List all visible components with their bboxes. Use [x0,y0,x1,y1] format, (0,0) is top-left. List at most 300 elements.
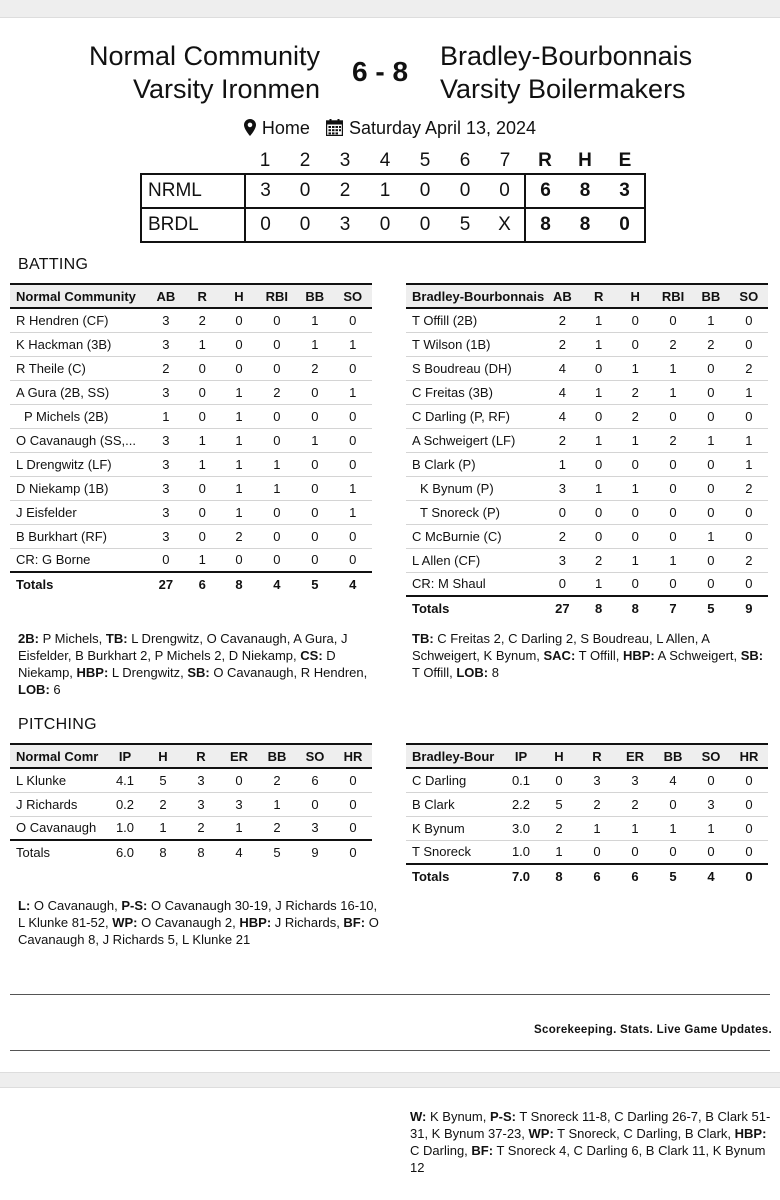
total-stat: 27 [544,596,580,620]
total-stat: 4 [258,572,297,596]
stat-cell: 0 [258,404,297,428]
player-row [10,816,372,840]
totals-label: Totals [10,840,106,864]
stat-cell: 1 [334,500,372,524]
total-stat: 5 [296,572,333,596]
stat-cell: 3 [148,428,184,452]
inning-runs: 0 [405,208,445,242]
stat-cell: 1 [692,308,729,332]
stat-cell: 2 [544,524,580,548]
player-row [406,380,768,404]
note-label: CS: [300,648,323,663]
player-name: O Cavanaugh (SS,... [10,428,148,452]
stat-cell: 0 [334,524,372,548]
stat-cell: 2 [617,380,654,404]
stat-cell: 1 [334,380,372,404]
stat-cell: 2 [544,308,580,332]
stat-cell: 0 [296,380,333,404]
column-header: AB [544,284,580,308]
column-header: BB [692,284,729,308]
column-header: BB [296,284,333,308]
linescore-header-row [141,148,645,174]
note-value: O Cavanaugh, [30,898,122,913]
stat-cell: 2 [654,332,692,356]
stat-cell: 3 [182,792,220,816]
stat-cell: 2 [184,308,220,332]
stat-cell: 3 [148,380,184,404]
note-label: HBP: [239,915,272,930]
total-stat: 9 [730,596,768,620]
stat-cell: 1 [220,476,257,500]
stat-cell: 0 [184,404,220,428]
player-name: CR: G Borne [16,552,91,568]
player-row [10,404,372,428]
player-row [406,768,768,792]
column-header: SO [730,284,768,308]
stat-cell: 0 [349,552,357,568]
note-label: WP: [528,1126,554,1141]
stat-cell: 1 [616,816,654,840]
stat-cell: 1 [595,576,603,592]
column-header: H [144,744,182,768]
stat-cell: 3.0 [502,816,540,840]
player-row [10,428,372,452]
away-team-name [440,40,760,106]
stat-cell: 0 [581,404,617,428]
total-stat: 4 [334,572,372,596]
inning-header: 3 [339,149,351,171]
player-row [406,572,768,596]
table-header-row [406,744,768,768]
player-row [406,332,768,356]
stat-cell: 0 [334,792,372,816]
player-name: T Snoreck (P) [406,500,544,524]
column-header: ER [616,744,654,768]
stat-cell: 3 [148,308,184,332]
errors-header: E [618,149,632,171]
stat-cell: 0 [334,428,372,452]
note-value: C Freitas 2, C Darling 2, S Boudreau, L Allen, A Schweigert, K Bynum, [412,631,710,663]
date-text: Saturday April 13, 2024 [348,118,537,138]
home-batting-table [10,283,372,596]
stat-cell: 2 [296,356,333,380]
inning-runs: 0 [445,174,485,208]
stat-cell: 0 [692,500,729,524]
player-name: A Gura (2B, SS) [10,380,148,404]
stat-cell: 0 [631,576,639,592]
stat-cell: 1 [220,452,257,476]
stat-cell: 0 [558,576,566,592]
stat-cell: 1.0 [115,820,135,836]
home-team-line2: Varsity Ironmen [132,74,320,104]
divider [10,1050,770,1051]
player-row [10,768,372,792]
stat-cell: 0 [654,308,692,332]
player-row [10,356,372,380]
home-team-line1: Normal Community [88,41,320,71]
away-team-line1: Bradley-Bourbonnais [440,41,693,71]
linescore-team: BRDL [141,208,245,242]
note-label: TB: [412,631,434,646]
stat-cell: 0 [258,428,297,452]
total-stat: 9 [296,840,334,864]
stat-cell: 3 [616,768,654,792]
note-value: T Offill, [575,648,623,663]
stat-cell: 4 [654,768,692,792]
home-pitching-notes [18,897,380,948]
column-header: RBI [654,284,692,308]
note-value: O Cavanaugh 8, J Richards 5, L Klunke 21 [18,915,379,947]
stat-cell: 1 [730,380,768,404]
player-name: B Clark (P) [406,452,544,476]
stat-cell: 0 [296,476,333,500]
column-header: SO [334,284,372,308]
home-team-name [40,40,320,106]
stat-cell: 0 [654,404,692,428]
stat-cell: 0 [296,524,333,548]
player-row [406,356,768,380]
note-label: P-S: [489,1109,516,1124]
totals-row [406,596,768,620]
total-stat: 4 [220,840,258,864]
stat-cell: 2 [258,768,296,792]
stat-cell: 0 [184,380,220,404]
totals-label: Totals [406,596,544,620]
stat-cell: 0 [334,768,372,792]
stat-cell: 0 [692,476,729,500]
runs-header: R [538,149,552,171]
player-name: R Hendren (CF) [10,308,148,332]
stat-cell: 1 [220,428,257,452]
column-header: R [578,744,616,768]
player-row [406,476,768,500]
stat-cell: 0 [334,356,372,380]
note-value: P Michels, [38,631,106,646]
stat-cell: 3 [182,768,220,792]
inning-header: 4 [379,149,391,171]
stat-cell: 1 [581,476,617,500]
stat-cell: 0 [617,524,654,548]
totals-label: Totals [406,864,502,888]
player-row [10,332,372,356]
player-name: T Snoreck [412,844,472,860]
stat-cell: 3 [148,452,184,476]
inning-runs: 0 [405,174,445,208]
stat-cell: 0 [220,308,257,332]
stat-cell: 0 [730,768,768,792]
total-stat: 8 [182,840,220,864]
player-name: CR: M Shaul [412,576,486,592]
stat-cell: 1 [617,476,654,500]
stat-cell: 2 [544,332,580,356]
note-value: T Snoreck 4, C Darling 6, B Clark 11, K Bynum 12 [410,1143,766,1175]
stat-cell: 0 [296,500,333,524]
stat-cell: 1 [654,356,692,380]
stat-cell: 2 [273,820,281,836]
stat-cell: 0 [730,816,768,840]
player-name: T Wilson (1B) [406,332,544,356]
note-value: O Cavanaugh 2, [137,915,240,930]
column-header: H [540,744,578,768]
stat-cell: 2 [197,820,205,836]
stat-cell: 3 [544,548,580,572]
stat-cell: 2 [220,524,257,548]
inning-header: 5 [419,149,431,171]
stat-cell: 1 [617,548,654,572]
column-header: R [581,284,617,308]
table-header-row [10,284,372,308]
stat-cell: 0 [258,356,297,380]
player-name: K Hackman (3B) [10,332,148,356]
stat-cell: 0 [631,844,639,860]
note-value: T Offill, [412,665,457,680]
player-name: B Burkhart (RF) [10,524,148,548]
player-row [10,308,372,332]
player-name: C Freitas (3B) [406,380,544,404]
stat-cell: 2 [617,404,654,428]
player-name: B Clark [406,792,502,816]
stat-cell: 0 [669,844,677,860]
stat-cell: 0 [540,768,578,792]
stat-cell: 1 [730,428,768,452]
stat-cell: 0 [581,524,617,548]
note-value: 6 [49,682,61,697]
column-header: HR [730,744,768,768]
player-row [10,476,372,500]
divider [10,994,770,995]
inning-header: 1 [259,149,271,171]
total-stat: 6 [616,864,654,888]
stat-cell: 0 [692,380,729,404]
stat-cell: 2 [544,428,580,452]
column-header: SO [692,744,730,768]
note-label: P-S: [121,898,148,913]
stat-cell: 1 [692,524,729,548]
stat-cell: 6 [296,768,334,792]
location-text: Home [261,118,310,138]
home-pitching-table [10,743,372,864]
pitching-section-title: PITCHING [18,716,97,733]
player-row [10,452,372,476]
note-label: HBP: [622,648,655,663]
stat-cell: 1 [555,844,563,860]
inning-runs: 0 [365,208,405,242]
inning-runs: 0 [285,208,325,242]
stat-cell: 2 [581,548,617,572]
note-label: LOB: [18,682,50,697]
total-stat: 6.0 [106,840,144,864]
column-header: SO [296,744,334,768]
stat-cell: 1 [296,428,333,452]
inning-runs: 0 [245,208,285,242]
stat-cell: 0 [311,552,319,568]
stat-cell: 0.2 [106,792,144,816]
stat-cell: 0 [258,500,297,524]
player-name: C McBurnie (C) [406,524,544,548]
bottom-band [0,1072,780,1088]
total-stat: 6 [184,572,220,596]
map-pin-icon [244,118,256,142]
stat-cell: 1 [692,816,730,840]
stat-cell: 1 [184,452,220,476]
player-row [406,816,768,840]
stat-cell: 1 [258,476,297,500]
note-value: J Richards, [271,915,344,930]
stat-cell: 0 [692,768,730,792]
player-row [406,404,768,428]
stat-cell: 4 [544,404,580,428]
stat-cell: 0 [273,552,281,568]
total-stat: 0 [730,864,768,888]
player-name: R Theile (C) [10,356,148,380]
stat-cell: 0 [745,576,753,592]
column-header: H [617,284,654,308]
note-label: TB: [105,631,128,646]
totals-row [406,864,768,888]
stat-cell: 1 [617,428,654,452]
final-score: 6 - 8 [351,56,409,87]
note-value: A Schweigert, [654,648,741,663]
stat-cell: 0 [654,476,692,500]
away-batting-table [406,283,768,620]
column-header: IP [502,744,540,768]
stat-cell: 0 [617,308,654,332]
total-stat: 6 [578,864,616,888]
total-stat: 7.0 [502,864,540,888]
inning-runs: 3 [245,174,285,208]
stat-cell: 1 [617,356,654,380]
note-value: L Drengwitz, [108,665,188,680]
team-name-header: Normal Comr [10,744,106,768]
stat-cell: 0 [581,356,617,380]
stat-cell: 5 [144,768,182,792]
stat-cell: 0 [692,548,729,572]
stat-cell: 0 [296,792,334,816]
total-runs: 6 [525,174,565,208]
player-name: O Cavanaugh [16,820,97,836]
player-row [10,500,372,524]
stat-cell: 4 [544,356,580,380]
footer-tagline: Scorekeeping. Stats. Live Game Updates. [534,1024,772,1036]
stat-cell: 1 [654,380,692,404]
stat-cell: 1 [544,452,580,476]
stat-cell: 0 [258,332,297,356]
inning-header: 2 [299,149,311,171]
note-value: C Darling, [410,1143,472,1158]
stat-cell: 0.1 [502,768,540,792]
total-stat: 8 [220,572,257,596]
stat-cell: 0 [730,500,768,524]
stat-cell: 2 [616,792,654,816]
total-errors: 3 [605,174,645,208]
stat-cell: 0 [692,452,729,476]
stat-cell: 2 [692,332,729,356]
player-name: T Offill (2B) [406,308,544,332]
note-label: BF: [343,915,366,930]
stat-cell: 2.2 [502,792,540,816]
total-stat: 7 [654,596,692,620]
column-header: RBI [258,284,297,308]
player-row [10,548,372,572]
team-name-header: Bradley-Bour [406,744,502,768]
stat-cell: 3 [148,524,184,548]
player-name: L Allen (CF) [406,548,544,572]
stat-cell: 0 [334,452,372,476]
player-name: J Richards [10,792,106,816]
stat-cell: 3 [148,500,184,524]
player-name: D Niekamp (1B) [10,476,148,500]
stat-cell: 0 [334,404,372,428]
stat-cell: 0 [617,452,654,476]
stat-cell: 0 [220,356,257,380]
stat-cell: 0 [593,844,601,860]
stat-cell: 1 [578,816,616,840]
note-label: HBP: [76,665,109,680]
stat-cell: 4 [544,380,580,404]
note-value: 8 [488,665,499,680]
game-meta [0,116,780,142]
total-stat: 5 [692,596,729,620]
stat-cell: 0 [581,500,617,524]
linescore-team: NRML [141,174,245,208]
column-header: R [184,284,220,308]
batting-section-title: BATTING [18,256,89,273]
stat-cell: 1 [198,552,206,568]
stat-cell: 1 [654,816,692,840]
total-hits: 8 [565,208,605,242]
stat-cell: 1 [334,332,372,356]
player-row [406,452,768,476]
stat-cell: 1 [184,428,220,452]
stat-cell: 0 [654,792,692,816]
total-stat: 8 [581,596,617,620]
stat-cell: 1 [730,452,768,476]
total-stat: 27 [148,572,184,596]
column-header: ER [220,744,258,768]
table-header-row [10,744,372,768]
stat-cell: 1 [581,428,617,452]
player-row [406,524,768,548]
total-errors: 0 [605,208,645,242]
stat-cell: 3 [544,476,580,500]
total-stat: 8 [540,864,578,888]
note-label: SAC: [543,648,576,663]
player-row [406,500,768,524]
stat-cell: 0 [162,552,170,568]
stat-cell: 0 [258,524,297,548]
inning-runs: 2 [325,174,365,208]
stat-cell: 0 [184,500,220,524]
stat-cell: 1 [296,332,333,356]
stat-cell: 0 [220,332,257,356]
note-value: O Cavanaugh, R Hendren, [209,665,368,680]
player-row [10,524,372,548]
total-stat: 5 [258,840,296,864]
player-name: K Bynum [406,816,502,840]
stat-cell: 1 [220,380,257,404]
stat-cell: 1 [581,332,617,356]
stat-cell: 0 [184,476,220,500]
stat-cell: 0 [654,500,692,524]
away-pitching-table [406,743,768,888]
stat-cell: 2 [144,792,182,816]
note-label: BF: [471,1143,494,1158]
stat-cell: 2 [730,356,768,380]
stat-cell: 0 [258,308,297,332]
stat-cell: 0 [544,500,580,524]
stat-cell: 0 [707,844,715,860]
top-band [0,0,780,18]
